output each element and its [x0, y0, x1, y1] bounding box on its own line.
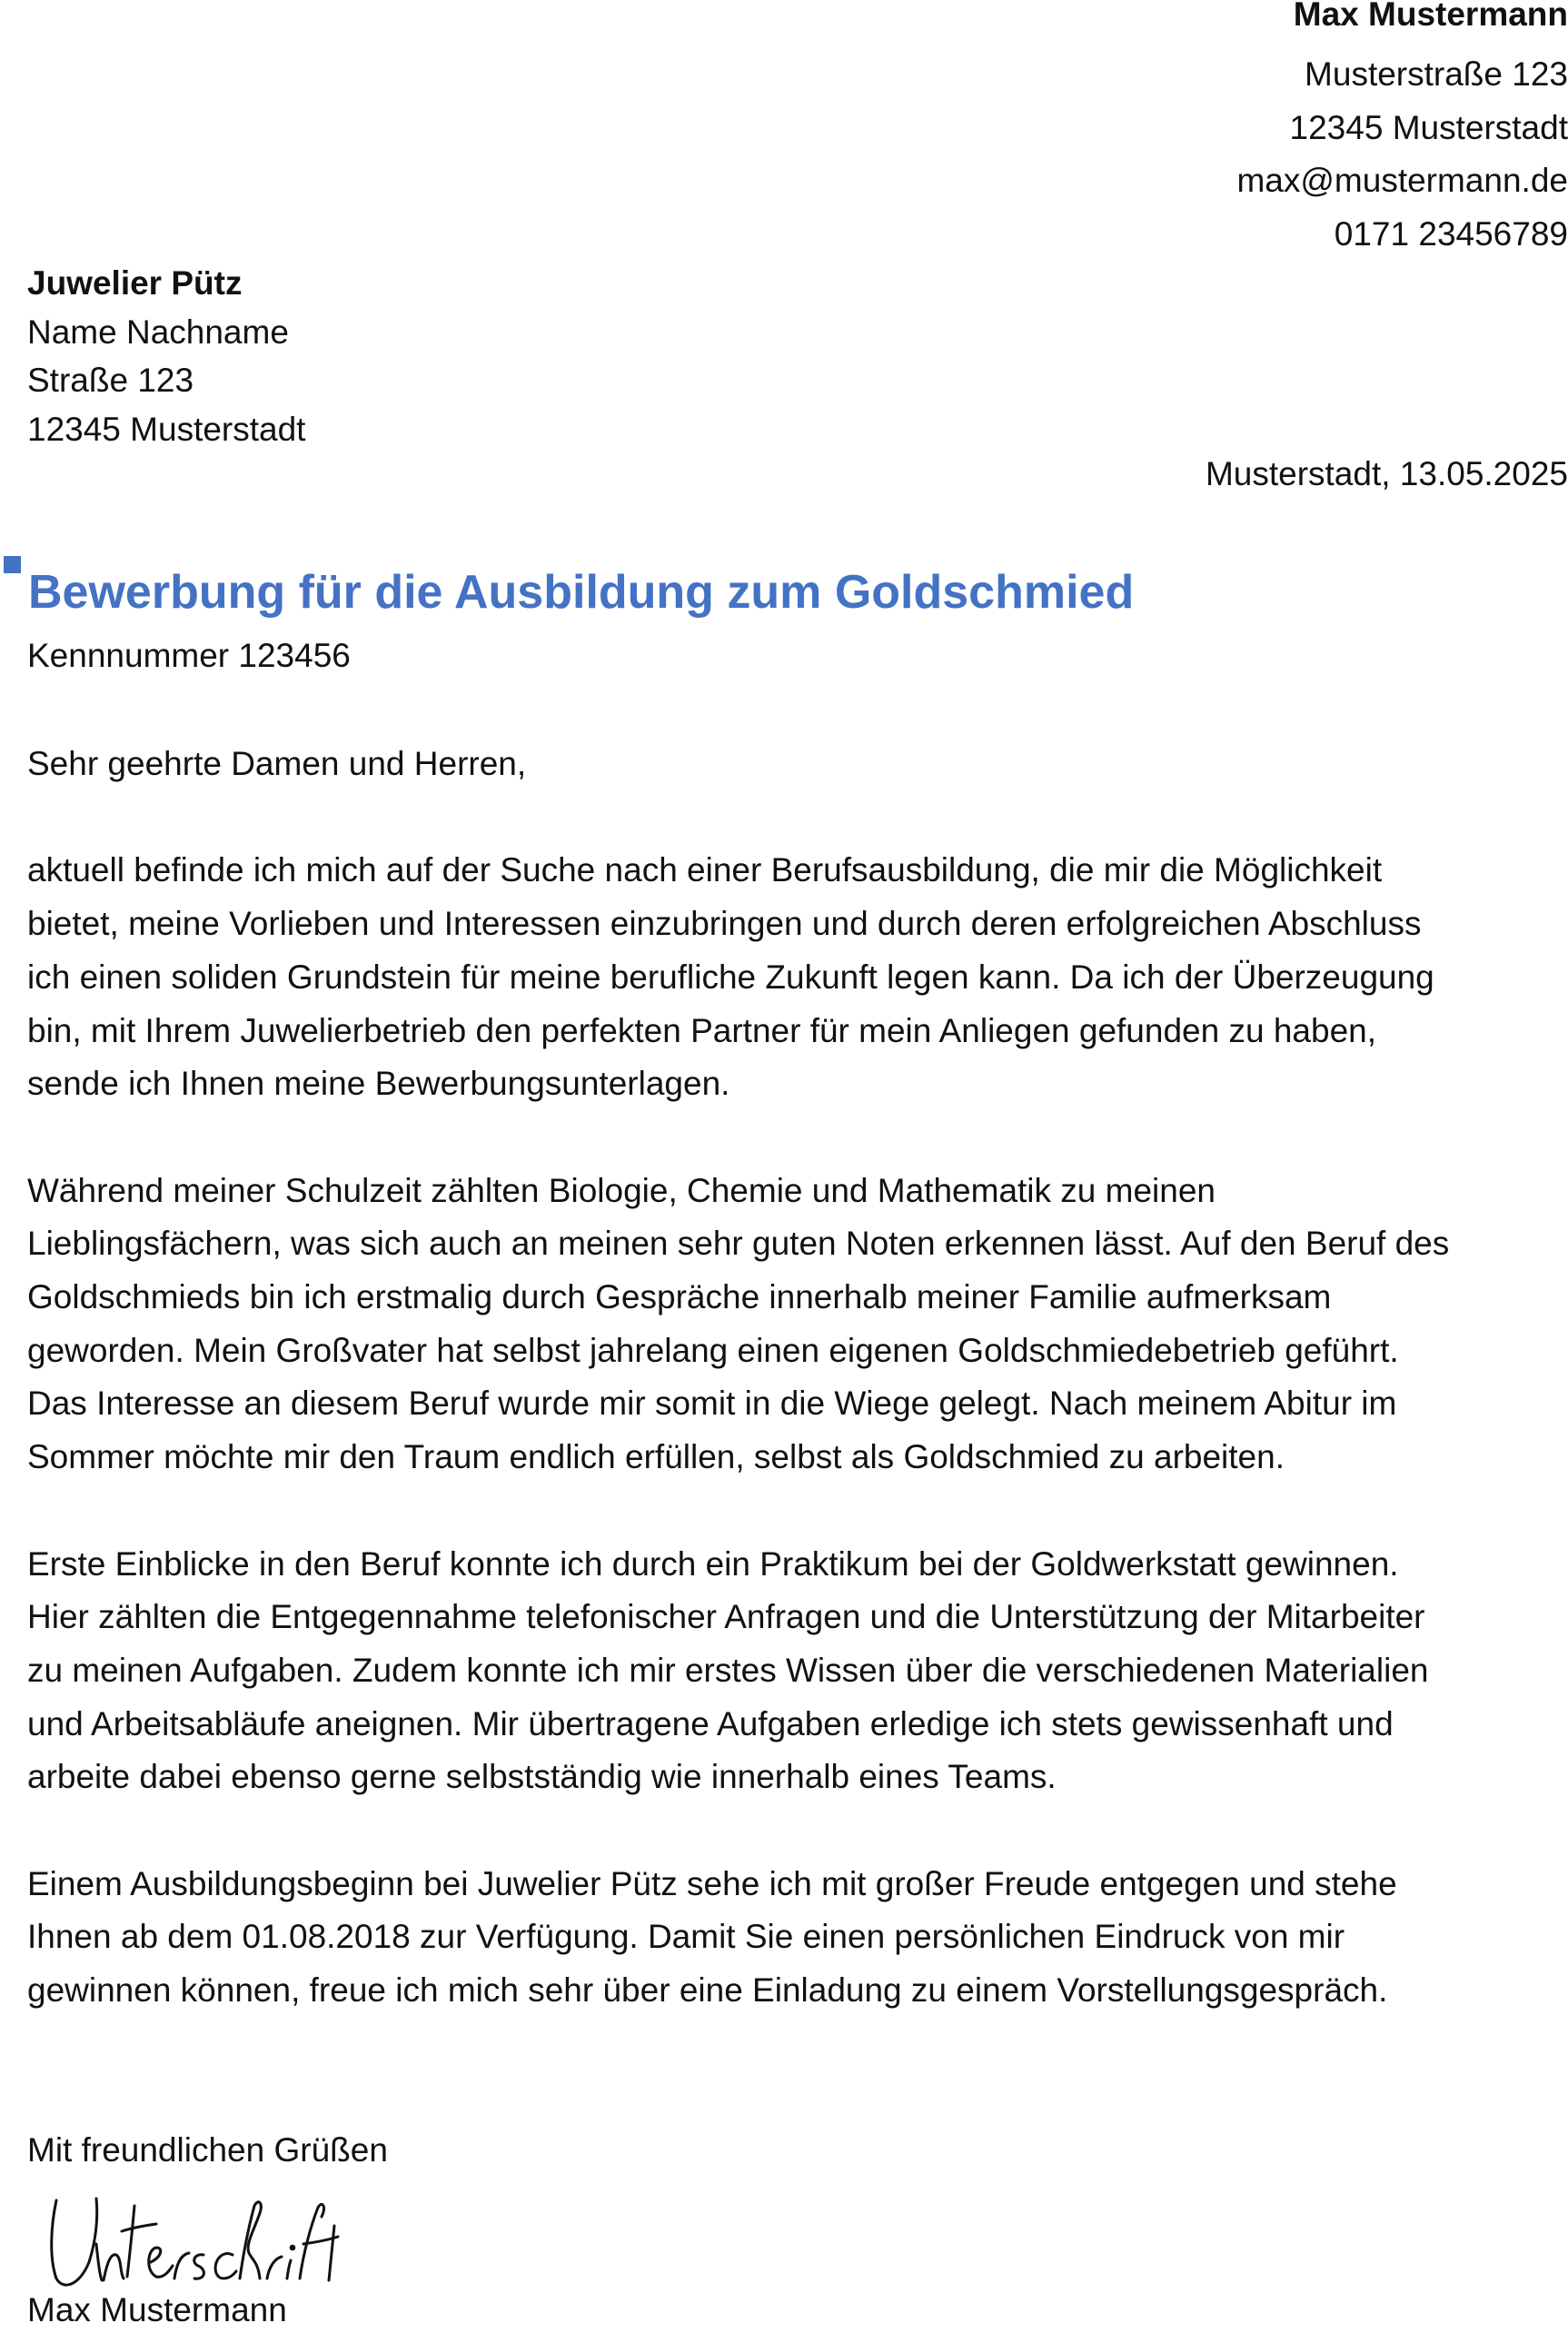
sender-name: Max Mustermann	[1293, 0, 1568, 33]
paragraph-line: bietet, meine Vorlieben und Interessen einzubringen und durch deren erfolgreichen Abschluss	[27, 905, 1422, 943]
paragraph-line: Hier zählten die Entgegennahme telefonischer Anfragen und die Unterstützung der Mitarbeiter	[27, 1598, 1425, 1636]
paragraph-line: Goldschmieds bin ich erstmalig durch Gespräche innerhalb meiner Familie aufmerksam	[27, 1278, 1332, 1315]
paragraph-3	[27, 1538, 1568, 1805]
letter-date: Musterstadt, 13.05.2025	[1205, 455, 1568, 492]
paragraph-line: ich einen soliden Grundstein für meine berufliche Zukunft legen kann. Da ich der Überzeugung	[27, 958, 1434, 996]
paragraph-line: sende ich Ihnen meine Bewerbungsunterlagen.	[27, 1065, 730, 1103]
paragraph-line: und Arbeitsabläufe aneignen. Mir übertragene Aufgaben erledige ich stets gewissenhaft und	[27, 1704, 1394, 1742]
reference-number: Kennnummer 123456	[27, 637, 351, 674]
paragraph-line: Sommer möchte mir den Traum endlich erfüllen, selbst als Goldschmied zu arbeiten.	[27, 1438, 1285, 1476]
paragraph-2	[27, 1165, 1568, 1484]
paragraph-line: Während meiner Schulzeit zählten Biologie, Chemie und Mathematik zu meinen	[27, 1171, 1216, 1209]
paragraph-line: bin, mit Ihrem Juwelierbetrieb den perfekten Partner für mein Anliegen gefunden zu haben,	[27, 1011, 1377, 1049]
salutation	[27, 738, 1568, 791]
closing-phrase: Mit freundlichen Grüßen	[27, 2131, 388, 2169]
paragraph-line: Erste Einblicke in den Beruf konnte ich durch ein Praktikum bei der Goldwerkstatt gewinnen.	[27, 1544, 1399, 1583]
handwritten-signature	[44, 2189, 343, 2298]
sender-city: 12345 Musterstadt	[1289, 108, 1568, 146]
paragraph-line: aktuell befinde ich mich auf der Suche nach einer Berufsausbildung, die mir die Möglichkeit	[27, 851, 1383, 889]
recipient-address-block	[27, 259, 305, 453]
recipient-city: 12345 Musterstadt	[27, 410, 306, 448]
paragraph-line: gewinnen können, freue ich mich sehr über eine Einladung zu einem Vorstellungsgespräch.	[27, 1971, 1388, 2010]
recipient-street: Straße 123	[27, 362, 194, 399]
paragraph-4	[27, 1858, 1568, 2018]
letter-body	[27, 738, 1568, 2071]
paragraph-line: Das Interesse an diesem Beruf wurde mir somit in die Wiege gelegt. Nach meinem Abitur im	[27, 1385, 1397, 1423]
paragraph-marker-icon	[4, 556, 21, 573]
sender-address-block	[932, 0, 1568, 261]
paragraph-line: arbeite dabei ebenso gerne selbstständig wie innerhalb eines Teams.	[27, 1758, 1057, 1796]
salutation-text: Sehr geehrte Damen und Herren,	[27, 745, 527, 782]
paragraph-line: Ihnen ab dem 01.08.2018 zur Verfügung. Damit Sie einen persönlichen Eindruck von mir	[27, 1918, 1345, 1956]
sender-street: Musterstraße 123	[1305, 55, 1568, 93]
sender-email: max@mustermann.de	[1236, 162, 1568, 199]
sender-phone: 0171 23456789	[1334, 214, 1568, 253]
recipient-contact: Name Nachname	[27, 313, 289, 351]
paragraph-line: Einem Ausbildungsbeginn bei Juwelier Pütz sehe ich mit großer Freude entgegen und stehe	[27, 1864, 1397, 1902]
paragraph-line: geworden. Mein Großvater hat selbst jahrelang einen eigenen Goldschmiedebetrieb geführt.	[27, 1331, 1399, 1369]
paragraph-line: Lieblingsfächern, was sich auch an meinen sehr guten Noten erkennen lässt. Auf den Beruf des	[27, 1225, 1450, 1263]
paragraph-1	[27, 844, 1568, 1111]
signer-name: Max Mustermann	[27, 2291, 287, 2328]
paragraph-line: zu meinen Aufgaben. Zudem konnte ich mir erstes Wissen über die verschiedenen Materialien	[27, 1651, 1429, 1689]
recipient-company: Juwelier Pütz	[27, 264, 243, 302]
subject-heading: Bewerbung für die Ausbildung zum Goldschmied	[28, 566, 1135, 619]
